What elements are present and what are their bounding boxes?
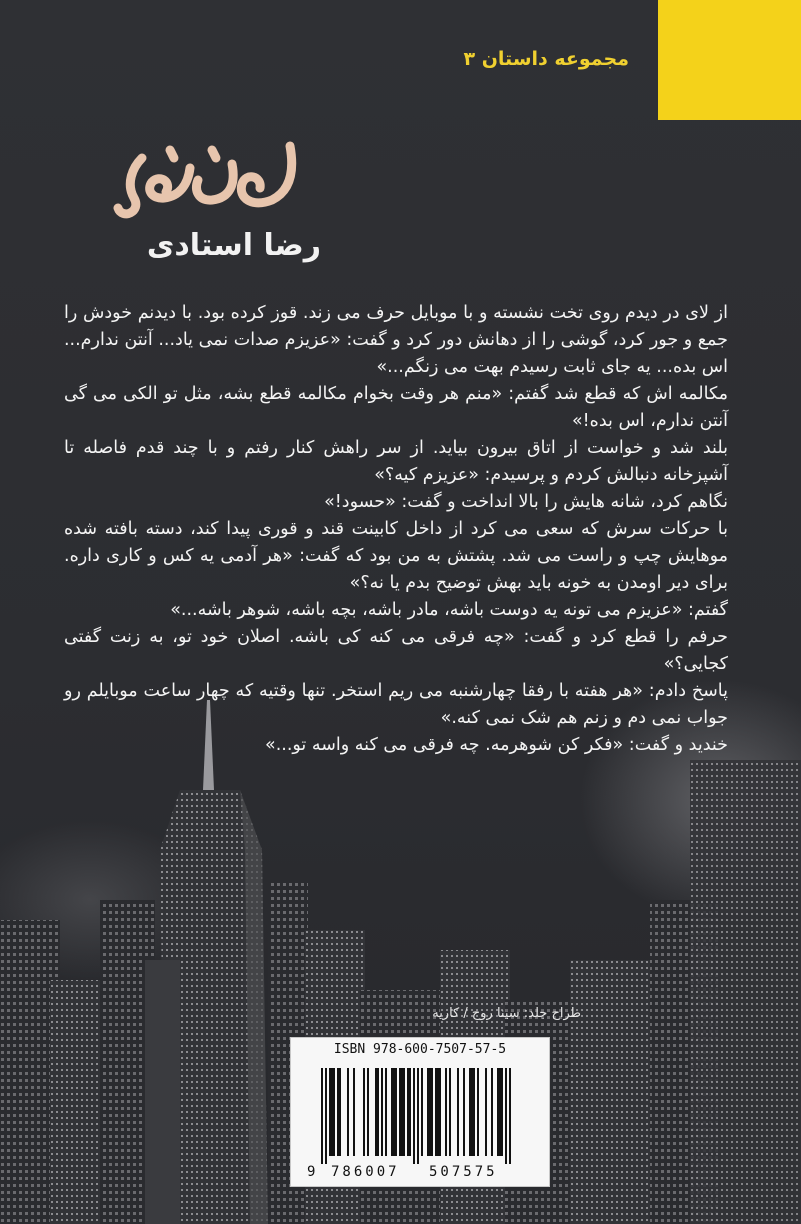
- barcode-bar: [391, 1068, 393, 1156]
- barcode-bar: [385, 1068, 387, 1156]
- barcode-bar: [505, 1068, 507, 1164]
- barcode-bar: [403, 1068, 405, 1156]
- excerpt-paragraph: حرفم را قطع کرد و گفت: «چه فرقی می کنه کی باشه. اصلان خود تو، به زنت گفتی کجایی؟»: [64, 627, 728, 674]
- barcode-bar: [381, 1068, 383, 1156]
- barcode-bar: [469, 1068, 471, 1156]
- barcode-bar: [339, 1068, 341, 1156]
- barcode-bar: [463, 1068, 465, 1156]
- barcode-bar: [437, 1068, 439, 1156]
- barcode-bar: [325, 1068, 327, 1164]
- barcode-bar: [449, 1068, 451, 1156]
- barcode-bar: [445, 1068, 447, 1156]
- barcode-bar: [431, 1068, 433, 1156]
- barcode-bar: [337, 1068, 339, 1156]
- barcode-bar: [347, 1068, 349, 1156]
- barcode-bar: [457, 1068, 459, 1156]
- excerpt-paragraph: پاسخ دادم: «هر هفته با رفقا چهارشنبه می ریم استخر. تنها وقتیه که چهار ساعت موبایلم رو جواب نمی دم و زنم هم شک نمی کنه.»: [64, 681, 728, 728]
- barcode-bar: [429, 1068, 431, 1156]
- isbn-number: ISBN 978-600-7507-57-5: [333, 1042, 507, 1057]
- barcode-bar: [491, 1068, 493, 1156]
- barcode-bar: [367, 1068, 369, 1156]
- barcode-bar: [499, 1068, 501, 1156]
- barcode-bar: [321, 1068, 323, 1164]
- back-cover-excerpt: [64, 300, 728, 759]
- barcode-bar: [421, 1068, 423, 1156]
- excerpt-paragraph: از لای در دیدم روی تخت نشسته و با موبایل حرف می زند. قوز کرده بود. با دیدنم خودش را جمع و جور کرد، گوشی را از دهانش دور کرد و گفت: «عزیزم صدات نمی یاد... آنتن ندارم... اس بده... یه جای ثابت رسیدم بهت می زنگم...»: [63, 303, 728, 377]
- barcode-image: [305, 1068, 535, 1180]
- barcode-bar: [409, 1068, 411, 1156]
- series-label: مجموعه داستان ۳: [463, 48, 629, 70]
- author-name: رضا استادی: [146, 228, 321, 263]
- barcode-bar: [395, 1068, 397, 1156]
- barcode-bar: [377, 1068, 379, 1156]
- barcode-bar: [473, 1068, 475, 1156]
- excerpt-paragraph: خندید و گفت: «فکر کن شوهرمه. چه فرقی می کنه واسه تو...»: [265, 735, 728, 755]
- isbn-barcode-label: [290, 1037, 550, 1187]
- barcode-bar: [331, 1068, 333, 1156]
- barcode-bar: [497, 1068, 499, 1156]
- barcode-bar: [413, 1068, 415, 1164]
- barcode-bar: [329, 1068, 331, 1156]
- barcode-bar: [375, 1068, 377, 1156]
- book-title-calligraphy: [112, 128, 312, 228]
- excerpt-paragraph: گفتم: «عزیزم می تونه یه دوست باشه، مادر باشه، بچه باشه، شوهر باشه...»: [170, 600, 728, 620]
- barcode-bar: [363, 1068, 365, 1156]
- barcode-digits-left: 786007: [331, 1164, 400, 1180]
- barcode-bar: [435, 1068, 437, 1156]
- barcode-bar: [439, 1068, 441, 1156]
- barcode-bar: [501, 1068, 503, 1156]
- barcode-bar: [417, 1068, 419, 1164]
- cover-designer-credit: طراح جلد: سینا روح / کاریه: [432, 1006, 581, 1021]
- barcode-bar: [399, 1068, 401, 1156]
- barcode-bar: [509, 1068, 511, 1164]
- barcode-digits-right: 507575: [429, 1164, 498, 1180]
- barcode-digit-first: 9: [307, 1164, 316, 1180]
- barcode-bar: [427, 1068, 429, 1156]
- barcode-bar: [333, 1068, 335, 1156]
- barcode-bar: [353, 1068, 355, 1156]
- series-color-strip: [658, 0, 801, 120]
- barcode-bar: [401, 1068, 403, 1156]
- excerpt-paragraph: بلند شد و خواست از اتاق بیرون بیاید. از سر راهش کنار رفتم و با چند قدم فاصله تا آشپزخانه دنبالش کردم و پرسیدم: «عزیزم کیه؟»: [64, 438, 728, 485]
- barcode-bar: [393, 1068, 395, 1156]
- barcode-bar: [485, 1068, 487, 1156]
- excerpt-paragraph: با حرکات سرش که سعی می کرد از داخل کابینت قند و قوری پیدا کند، دسته بافته شده موهایش چپ و راست می شد. پشتش به من بود که گفت: «هر آدمی یه کس و کاری داره. برای دیر اومدن به خونه باید بهش توضیح بدم یا نه؟»: [64, 519, 728, 593]
- barcode-bar: [477, 1068, 479, 1156]
- barcode-bar: [471, 1068, 473, 1156]
- excerpt-paragraph: مکالمه اش که قطع شد گفتم: «منم هر وقت بخوام مکالمه قطع بشه، مثل تو الکی می گی آنتن ندارم، اس بده!»: [64, 384, 728, 431]
- barcode-bar: [407, 1068, 409, 1156]
- excerpt-paragraph: نگاهم کرد، شانه هایش را بالا انداخت و گفت: «حسود!»: [324, 492, 728, 512]
